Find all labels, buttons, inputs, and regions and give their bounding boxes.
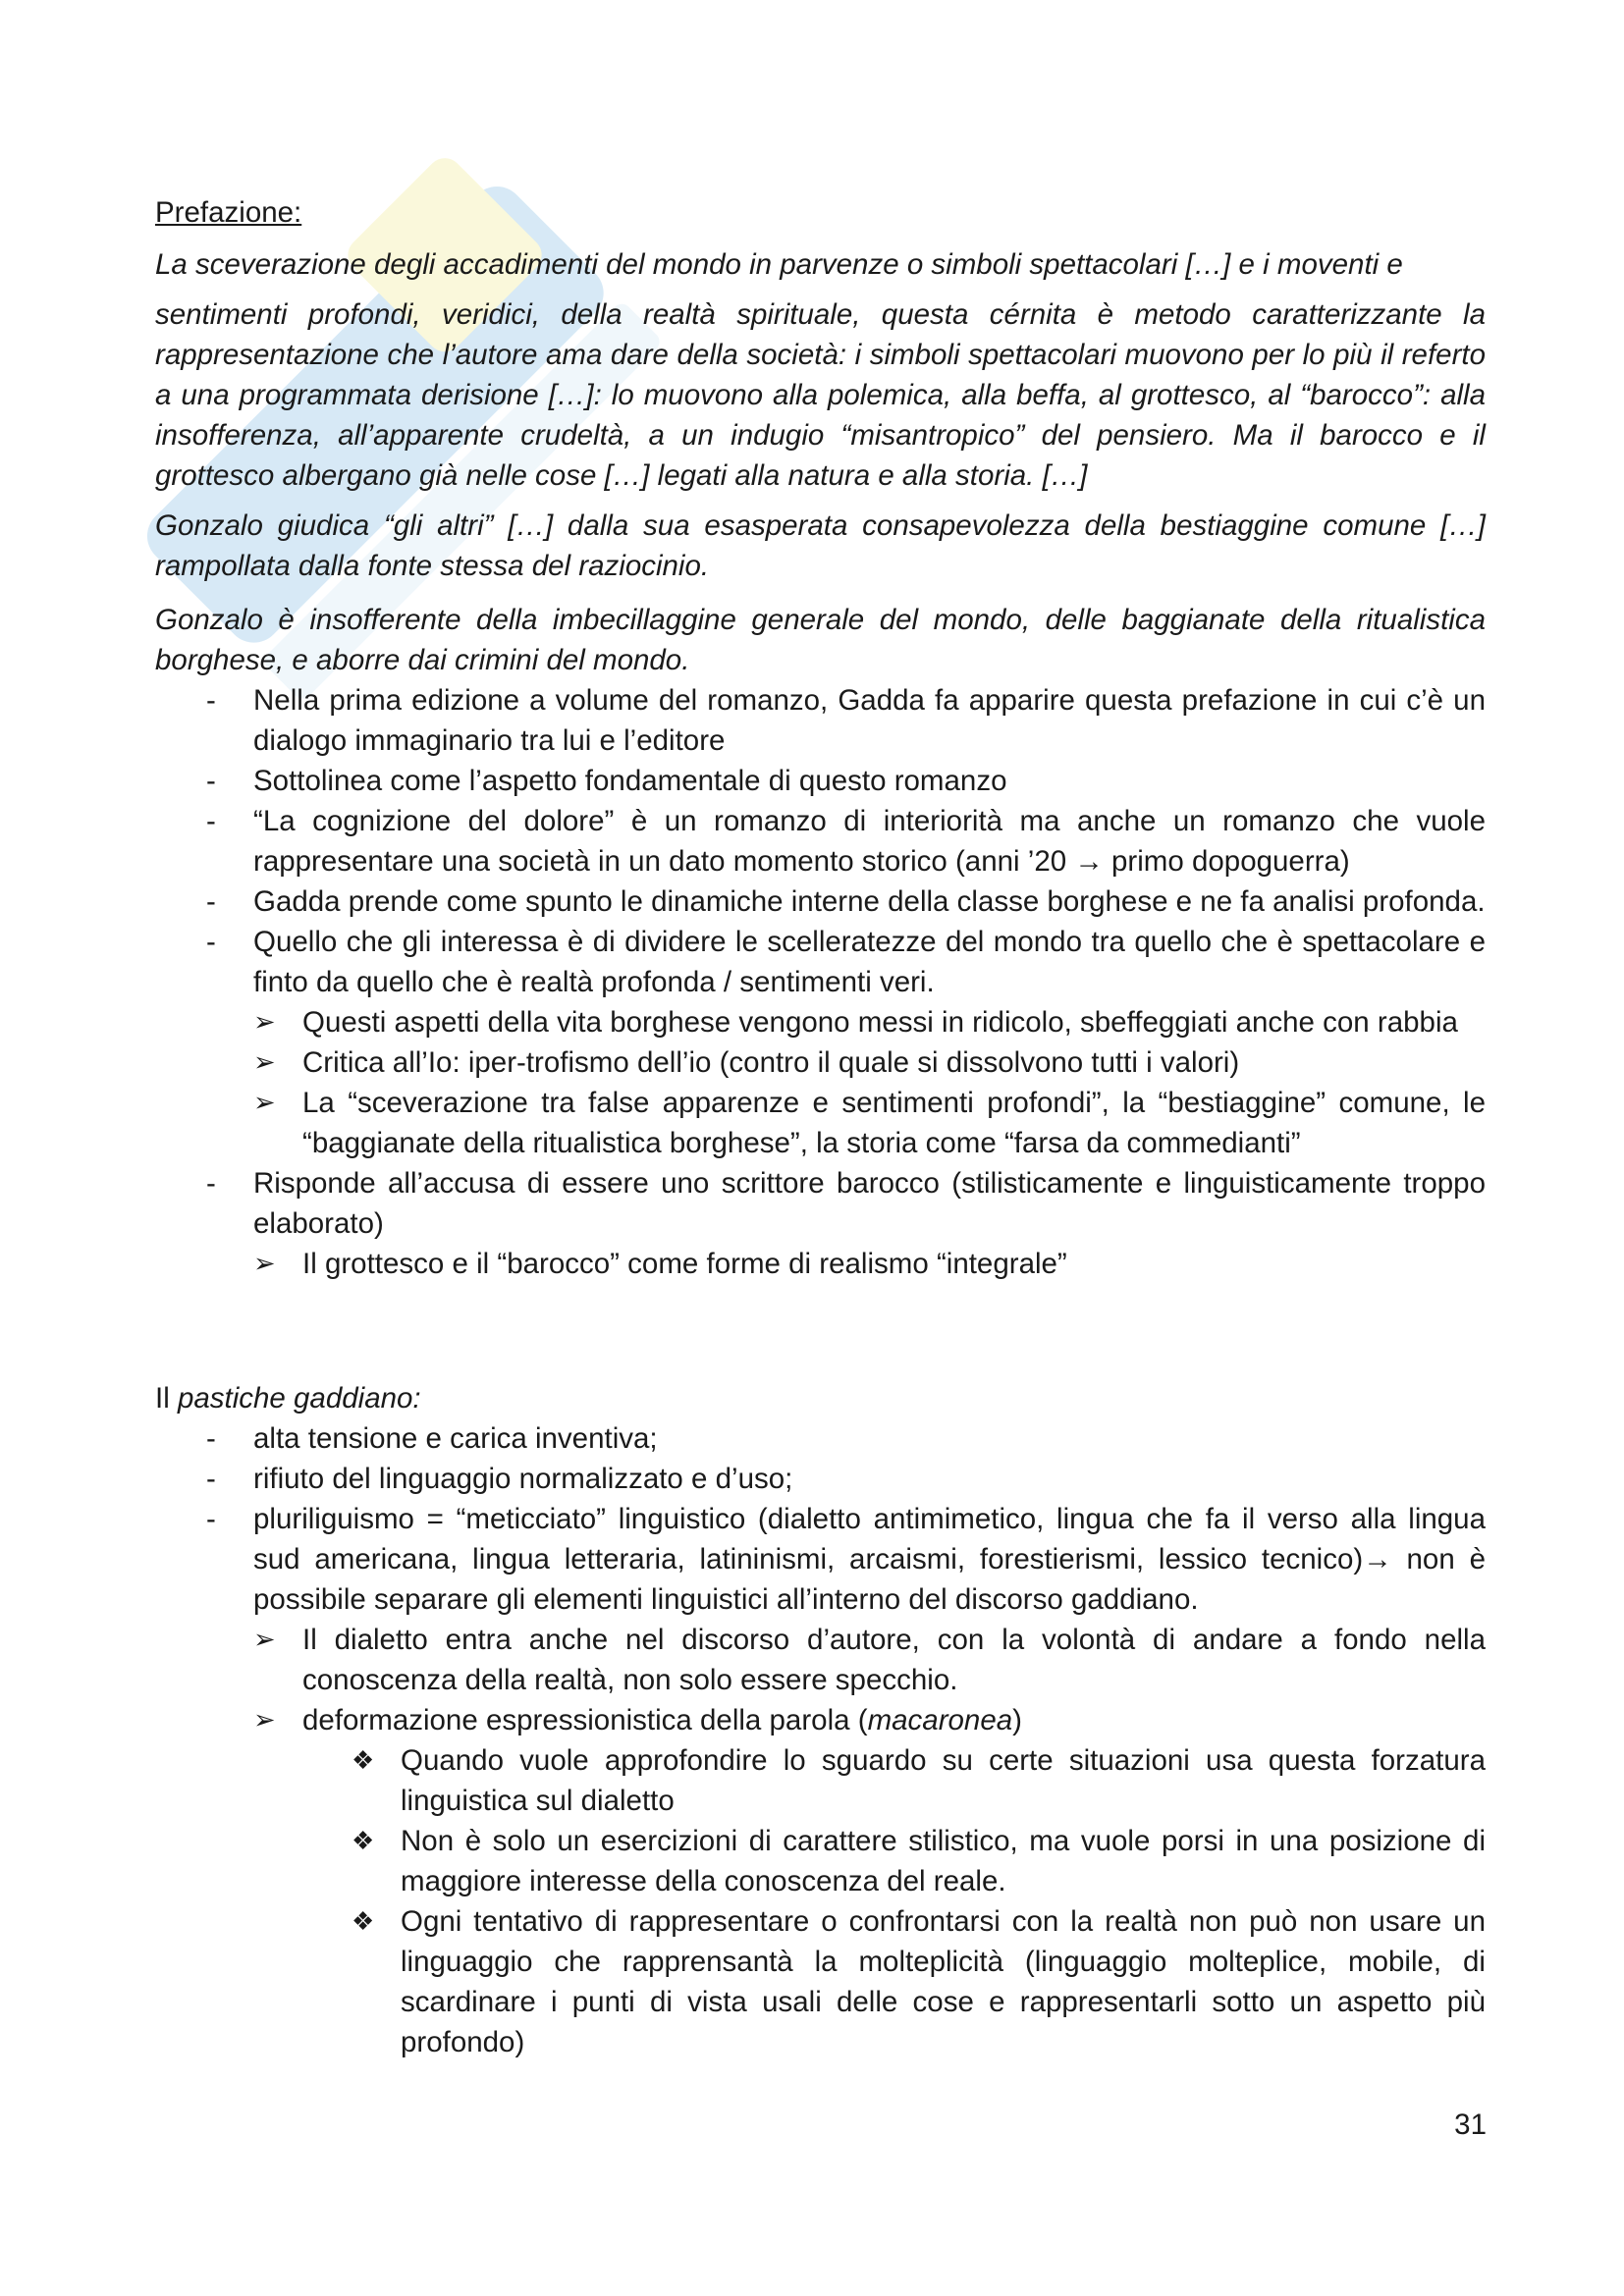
diamond-bullet-icon: ❖ xyxy=(352,1906,375,1936)
sublist-item-text: Critica all’Io: iper-trofismo dell’io (contro il quale si dissolvono tutti i valori) xyxy=(302,1046,1240,1079)
sublist-item-text: Il grottesco e il “barocco” come forme di realismo “integrale” xyxy=(302,1248,1067,1280)
dash-marker: - xyxy=(206,1463,216,1495)
sublist-item-text: Questi aspetti della vita borghese vengono messi in ridicolo, sbeffeggiati anche con rabbia xyxy=(302,1006,1458,1039)
macaronea-prefix: deformazione espressionistica della parola ( xyxy=(302,1704,868,1736)
list-item-text: Nella prima edizione a volume del romanzo, Gadda fa apparire questa prefazione in cui c’è un dialogo immaginario tra lui e l’editore xyxy=(253,684,1486,757)
page-number: 31 xyxy=(1454,2109,1487,2141)
diamond-bullet-icon: ❖ xyxy=(352,1826,375,1855)
list-item-text: alta tensione e carica inventiva; xyxy=(253,1422,658,1455)
list-item-text: rifiuto del linguaggio normalizzato e d’uso; xyxy=(253,1463,793,1495)
arrow-bullet-icon: ➢ xyxy=(253,1007,276,1037)
list-item xyxy=(155,1499,1486,2062)
gonzalo-insofferente-paragraph: Gonzalo è insofferente della imbecillaggine generale del mondo, delle baggianate della ritualistica borghese, e aborre dai crimini del mondo. xyxy=(155,604,1486,676)
dash-marker: - xyxy=(206,805,216,837)
arrow-bullet-icon: ➢ xyxy=(253,1625,276,1654)
pastiche-heading-prefix: Il xyxy=(155,1382,178,1415)
sublist-item-text: Il dialetto entra anche nel discorso d’autore, con la volontà di andare a fondo nella conoscenza della realtà, non solo essere specchio. xyxy=(302,1624,1486,1696)
sublist-item xyxy=(253,1042,1486,1083)
list-item xyxy=(155,1163,1486,1284)
prefazione-bullet-list xyxy=(155,680,1486,1284)
sublist-item-text: La “sceverazione tra false apparenze e sentimenti profondi”, la “bestiaggine” comune, le “baggianate della ritualistica borghese”, la storia come “farsa da commedianti” xyxy=(302,1087,1486,1159)
sublist-item xyxy=(253,1620,1486,1700)
prefazione-quote-paragraph: sentimenti profondi, veridici, della realtà spirituale, questa cérnita è metodo caratterizzante la rappresentazione che l’autore ama dare della società: i simboli spettacolari muovono per lo più il referto a una programmata derisione […]: lo muovono alla polemica, alla beffa, al grottesco, al “barocco”: alla insofferenza, all’apparente crudeltà, a un indugio “misantropico” del pensiero. Ma il barocco e il grottesco albergano già nelle cose […] legati alla natura e alla storia. […] xyxy=(155,298,1486,492)
diamond-item xyxy=(302,1821,1486,1901)
arrow-bullet-icon: ➢ xyxy=(253,1705,276,1735)
diamond-bullet-icon: ❖ xyxy=(352,1745,375,1775)
list-item-text: Sottolinea come l’aspetto fondamentale di questo romanzo xyxy=(253,765,1007,797)
sublist-item-text xyxy=(302,1704,1022,1736)
list-item-text: pluriliguismo = “meticciato” linguistico (dialetto antimimetico, lingua che fa il verso alla lingua sud americana, lingua letteraria, latininismi, arcaismi, forestierismi, lessico tecnico)→ non è possibile separare gli elementi linguistici all’interno del discorso gaddiano. xyxy=(253,1503,1486,1616)
dash-marker: - xyxy=(206,1422,216,1455)
sublist-item xyxy=(253,1244,1486,1284)
sublist xyxy=(253,1620,1486,2062)
macaronea-italic: macaronea xyxy=(867,1704,1013,1736)
list-item xyxy=(155,881,1486,922)
arrow-bullet-icon: ➢ xyxy=(253,1088,276,1117)
prefazione-quote-line-1: La sceverazione degli accadimenti del mondo in parvenze o simboli spettacolari […] e i moventi e xyxy=(155,248,1403,281)
macaronea-suffix: ) xyxy=(1012,1704,1022,1736)
list-item xyxy=(155,1418,1486,1459)
sublist-item xyxy=(253,1083,1486,1163)
list-item-text: Quello che gli interessa è di dividere le scelleratezze del mondo tra quello che è spettacolare e finto da quello che è realtà profonda / sentimenti veri. xyxy=(253,926,1486,998)
dash-marker: - xyxy=(206,926,216,958)
list-item-text: Gadda prende come spunto le dinamiche interne della classe borghese e ne fa analisi profonda. xyxy=(253,885,1486,918)
dash-marker: - xyxy=(206,885,216,918)
arrow-bullet-icon: ➢ xyxy=(253,1249,276,1278)
diamond-item xyxy=(302,1901,1486,2062)
sublist-item xyxy=(253,1700,1486,2062)
dash-marker: - xyxy=(206,765,216,797)
list-item xyxy=(155,922,1486,1163)
sublist xyxy=(253,1002,1486,1163)
list-item-text: “La cognizione del dolore” è un romanzo di interiorità ma anche un romanzo che vuole rappresentare una società in un dato momento storico (anni ’20 → primo dopoguerra) xyxy=(253,805,1486,878)
arrow-bullet-icon: ➢ xyxy=(253,1047,276,1077)
document-page xyxy=(155,192,1486,2062)
dash-marker: - xyxy=(206,1167,216,1200)
list-item-text: Risponde all’accusa di essere uno scrittore barocco (stilisticamente e linguisticamente troppo elaborato) xyxy=(253,1167,1486,1240)
gonzalo-giudica-paragraph: Gonzalo giudica “gli altri” […] dalla sua esasperata consapevolezza della bestiaggine comune […] rampollata dalla fonte stessa del raziocinio. xyxy=(155,509,1486,582)
sublist-item xyxy=(253,1002,1486,1042)
diamond-item xyxy=(302,1740,1486,1821)
dash-marker: - xyxy=(206,1503,216,1535)
list-item xyxy=(155,761,1486,801)
diamond-item-text: Non è solo un esercizioni di carattere stilistico, ma vuole porsi in una posizione di maggiore interesse della conoscenza del reale. xyxy=(401,1825,1486,1897)
list-item xyxy=(155,1459,1486,1499)
dash-marker: - xyxy=(206,684,216,717)
list-item xyxy=(155,680,1486,761)
diamond-item-text: Ogni tentativo di rappresentare o confrontarsi con la realtà non può non usare un linguaggio che rapprensantà la molteplicità (linguaggio molteplice, mobile, di scardinare i punti di vista usali delle cose e rappresentarli sotto un aspetto più profondo) xyxy=(401,1905,1486,2058)
diamond-item-text: Quando vuole approfondire lo sguardo su certe situazioni usa questa forzatura linguistica sul dialetto xyxy=(401,1744,1486,1817)
pastiche-heading-italic: pastiche gaddiano: xyxy=(177,1382,421,1415)
prefazione-heading: Prefazione: xyxy=(155,196,302,229)
diamond-sublist xyxy=(302,1740,1486,2062)
pastiche-heading xyxy=(155,1378,1486,1418)
list-item xyxy=(155,801,1486,881)
sublist xyxy=(253,1244,1486,1284)
pastiche-bullet-list xyxy=(155,1418,1486,2062)
